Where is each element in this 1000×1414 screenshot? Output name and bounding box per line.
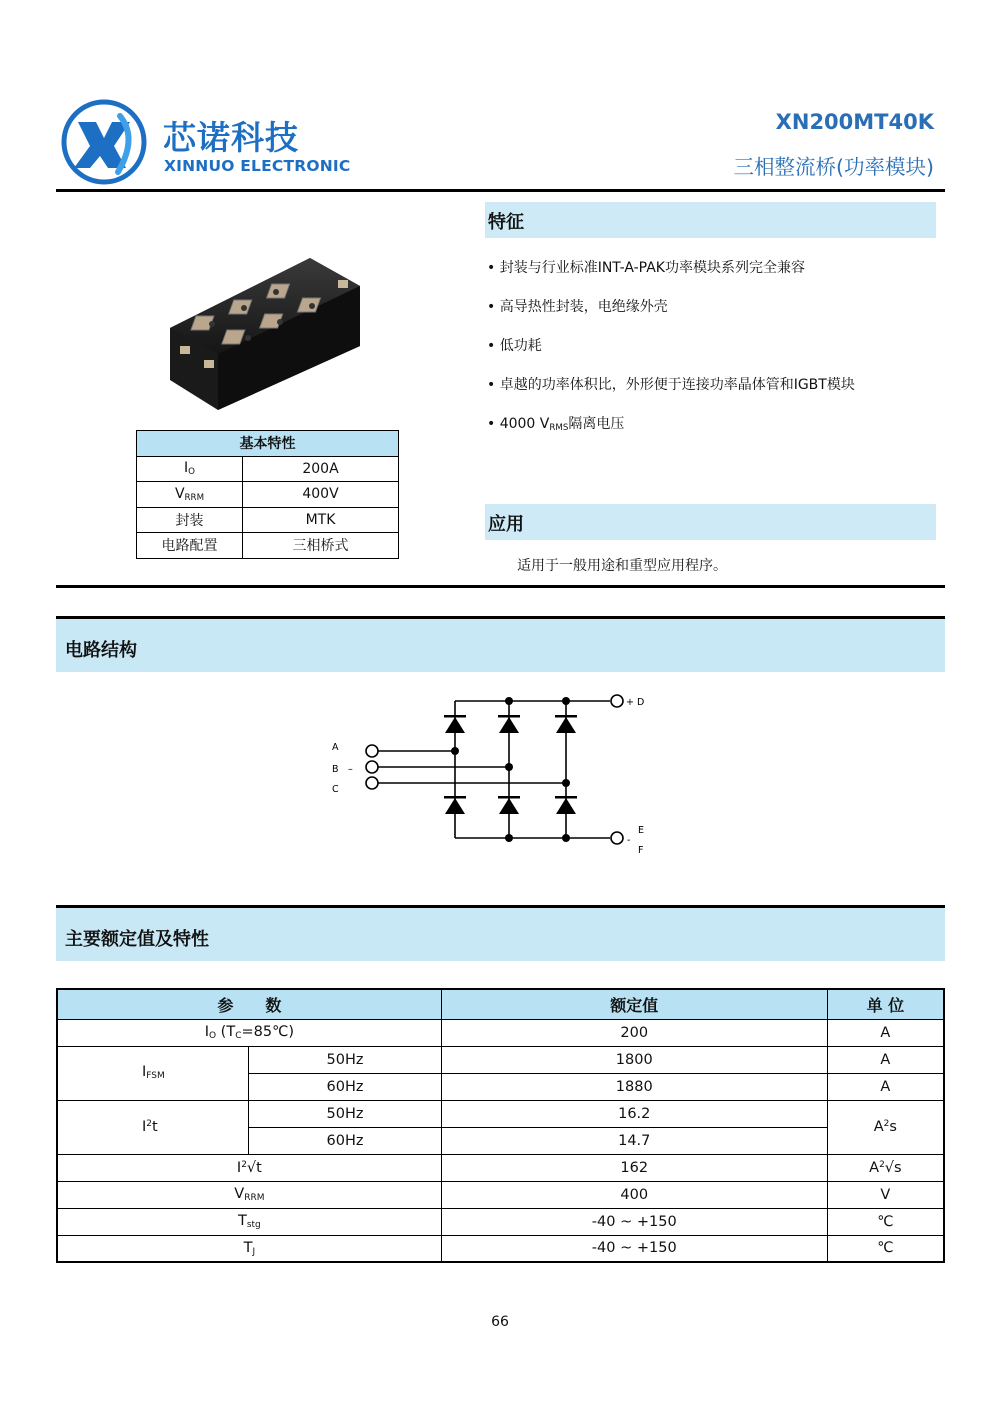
terminal-label-minus-out: - <box>627 835 631 846</box>
features-header-bar <box>485 202 936 238</box>
page-number: 66 <box>491 1314 509 1330</box>
table-row <box>57 1181 944 1208</box>
param-cell: $T_{stg}$ <box>57 1208 441 1235</box>
unit-cell: A <box>827 1073 944 1100</box>
condition-cell: 50Hz <box>249 1100 442 1127</box>
table-row <box>57 1046 944 1073</box>
applications-title: 应用 <box>488 514 524 535</box>
value-cell: 1880 <box>441 1073 827 1100</box>
value-cell: 三相桥式 <box>243 533 399 559</box>
header-rated: 额定值 <box>441 989 827 1019</box>
feature-item: • 卓越的功率体积比，外形便于连接功率晶体管和IGBT模块 <box>487 377 855 393</box>
table-row <box>57 1235 944 1262</box>
param-cell: $I^2√t$ <box>57 1154 441 1181</box>
part-number: XN200MT40K <box>775 110 934 134</box>
value-cell: 400 <box>441 1181 827 1208</box>
param-cell: $I^2t$ <box>57 1100 249 1154</box>
param-cell: $V_{RRM}$ <box>57 1181 441 1208</box>
value-cell: 200 <box>441 1019 827 1046</box>
condition-cell: 60Hz <box>249 1073 442 1100</box>
ratings-title: 主要额定值及特性 <box>65 929 209 950</box>
table-row <box>57 1100 944 1127</box>
param-cell: 封装 <box>137 507 243 533</box>
param-cell: 电路配置 <box>137 533 243 559</box>
table-header-row <box>57 989 944 1019</box>
circuit-title: 电路结构 <box>65 640 137 661</box>
product-module-image <box>160 250 365 412</box>
section-divider <box>56 585 945 588</box>
value-cell: 162 <box>441 1154 827 1181</box>
terminal-label-b: B <box>332 764 339 775</box>
applications-text: 适用于一般用途和重型应用程序。 <box>517 558 727 574</box>
value-cell: 200A <box>243 456 399 482</box>
unit-cell: V <box>827 1181 944 1208</box>
unit-cell: $A^2s$ <box>827 1100 944 1154</box>
feature-item: • 封装与行业标准INT-A-PAK功率模块系列完全兼容 <box>487 260 805 276</box>
table-row <box>57 1208 944 1235</box>
feature-item: • 低功耗 <box>487 338 542 354</box>
param-cell: $I_{FSM}$ <box>57 1046 249 1100</box>
table-row <box>137 456 399 482</box>
unit-cell: A <box>827 1019 944 1046</box>
table-row <box>137 507 399 533</box>
unit-cell: ℃ <box>827 1235 944 1262</box>
terminal-label-a: A <box>332 742 339 753</box>
terminal-label-f: F <box>638 845 644 856</box>
ratings-table <box>56 988 945 1263</box>
unit-cell: ℃ <box>827 1208 944 1235</box>
header-unit: 单 位 <box>827 989 944 1019</box>
xn-logo-icon <box>60 98 148 186</box>
basic-table-title: 基本特性 <box>137 431 399 457</box>
param-cell: $I_O$ $(T_C=85℃)$ <box>57 1019 441 1046</box>
applications-header-bar <box>485 504 936 540</box>
value-cell: 1800 <box>441 1046 827 1073</box>
circuit-header-bar <box>56 616 945 672</box>
terminal-label-plus-d: + D <box>626 697 645 708</box>
features-title: 特征 <box>488 212 524 233</box>
feature-item: • 高导热性封装，电绝缘外壳 <box>487 299 668 315</box>
value-cell: -40 ~ +150 <box>441 1235 827 1262</box>
header-param: 参 数 <box>57 989 441 1019</box>
terminal-label-minus-in: – <box>348 764 353 775</box>
table-row <box>137 482 399 508</box>
terminal-label-e: E <box>638 825 645 836</box>
param-cell: $I_O$ <box>137 456 243 482</box>
value-cell: MTK <box>243 507 399 533</box>
brand-name-cn: 芯诺科技 <box>163 118 299 157</box>
product-title: 三相整流桥(功率模块) <box>733 155 934 179</box>
unit-cell: $A^2√s$ <box>827 1154 944 1181</box>
table-row <box>57 1019 944 1046</box>
value-cell: 16.2 <box>441 1100 827 1127</box>
table-row <box>137 533 399 559</box>
brand-name-en: XINNUO ELECTRONIC <box>164 157 351 175</box>
condition-cell: 60Hz <box>249 1127 442 1154</box>
condition-cell: 50Hz <box>249 1046 442 1073</box>
bridge-circuit-diagram <box>320 688 660 860</box>
feature-item-isolation: • 4000 $V_{RMS}$隔离电压 <box>487 416 625 434</box>
terminal-label-c: C <box>332 784 339 795</box>
param-cell: $V_{RRM}$ <box>137 482 243 508</box>
value-cell: 400V <box>243 482 399 508</box>
table-row <box>57 1154 944 1181</box>
param-cell: $T_J$ <box>57 1235 441 1262</box>
unit-cell: A <box>827 1046 944 1073</box>
value-cell: 14.7 <box>441 1127 827 1154</box>
value-cell: -40 ~ +150 <box>441 1208 827 1235</box>
basic-characteristics-table <box>136 430 399 559</box>
header-divider <box>56 189 945 192</box>
